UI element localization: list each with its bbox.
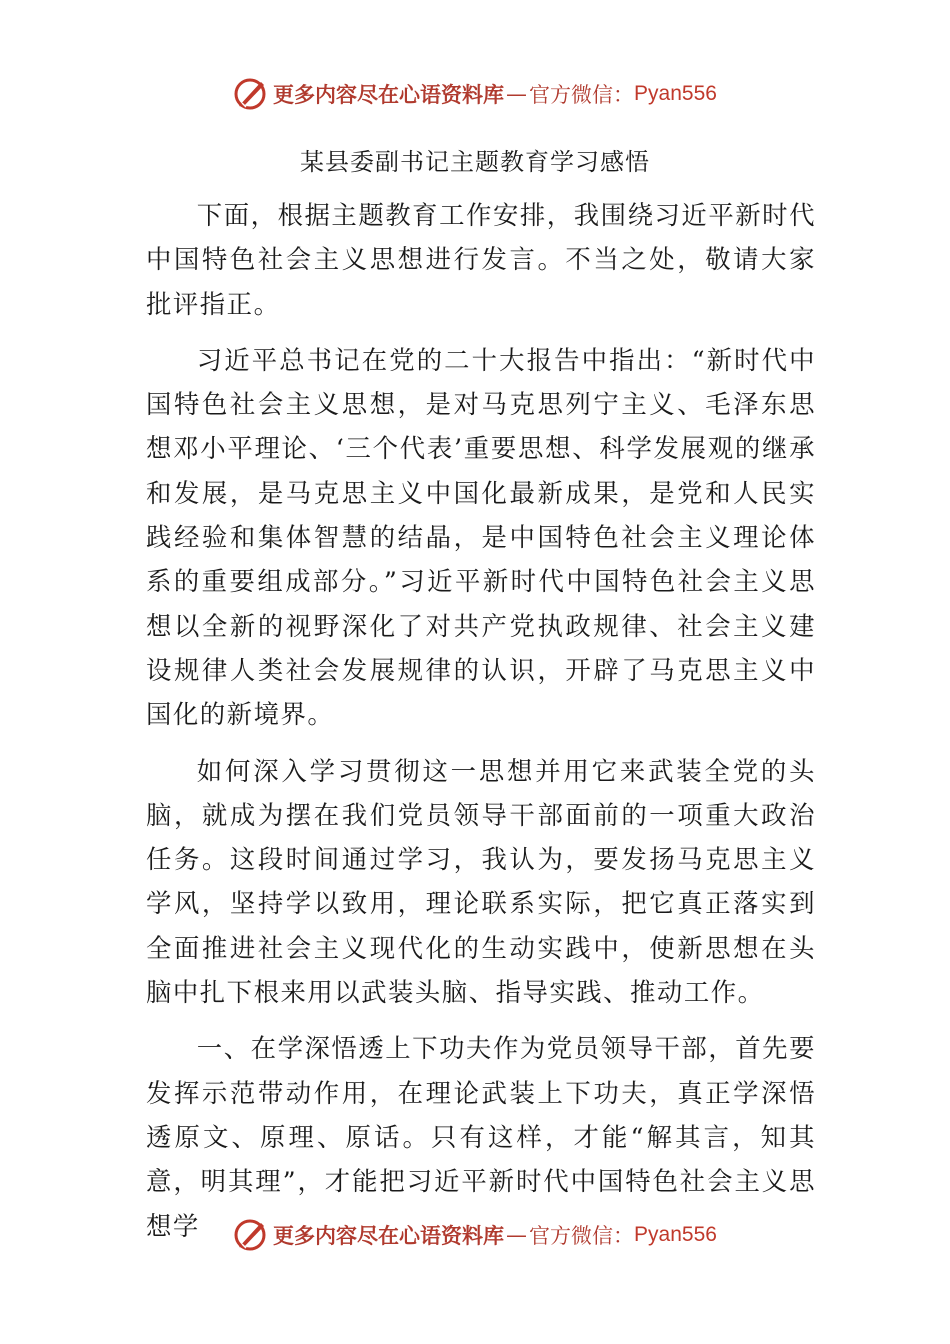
watermark-wechat-label: 官方微信： (529, 83, 635, 107)
document-body (146, 193, 816, 1260)
quill-pen-logo-icon (233, 1217, 269, 1253)
watermark-separator: — (506, 1223, 528, 1247)
header-watermark (0, 72, 950, 116)
watermark-wechat-id: Pyan556 (634, 1223, 717, 1246)
paragraph: 习近平总书记在党的二十大报告中指出：“新时代中国特色社会主义思想，是对马克思列宁主义、毛泽东思想邓小平理论、‘三个代表’重要思想、科学发展观的继承和发展，是马克思主义中国化最新成果，是党和人民实践经验和集体智慧的结晶，是中国特色社会主义理论体系的重要组成部分。”习近平新时代中国特色社会主义思想以全新的视野深化了对共产党执政规律、社会主义建设规律人类社会发展规律的认识，开辟了马克思主义中国化的新境界。 (146, 344, 816, 730)
watermark-site-text: 更多内容尽在心语资料库 (273, 83, 505, 107)
watermark-wechat-label: 官方微信： (529, 1224, 635, 1248)
quill-pen-logo-icon (233, 76, 269, 112)
paragraph: 一、在学深悟透上下功夫作为党员领导干部，首先要发挥示范带动作用，在理论武装上下功夫，真正学深悟透原文、原理、原话。只有这样，才能“解其言，知其意，明其理”，才能把习近平新时代中国特色社会主义思想学 (146, 1033, 816, 1241)
footer-watermark (0, 1213, 950, 1257)
watermark-site-text: 更多内容尽在心语资料库 (273, 1224, 505, 1248)
paragraph: 如何深入学习贯彻这一思想并用它来武装全党的头脑，就成为摆在我们党员领导干部面前的一项重大政治任务。这段时间通过学习，我认为，要发扬马克思主义学风，坚持学以致用，理论联系实际，把它真正落实到全面推进社会主义现代化的生动实践中，使新思想在头脑中扎下根来用以武装头脑、指导实践、推动工作。 (146, 755, 816, 1008)
paragraph: 下面，根据主题教育工作安排，我围绕习近平新时代中国特色社会主义思想进行发言。不当之处，敬请大家批评指正。 (146, 200, 816, 319)
watermark-wechat-id: Pyan556 (634, 82, 717, 105)
watermark-separator: — (506, 82, 528, 106)
document-title: 某县委副书记主题教育学习感悟 (300, 148, 650, 176)
